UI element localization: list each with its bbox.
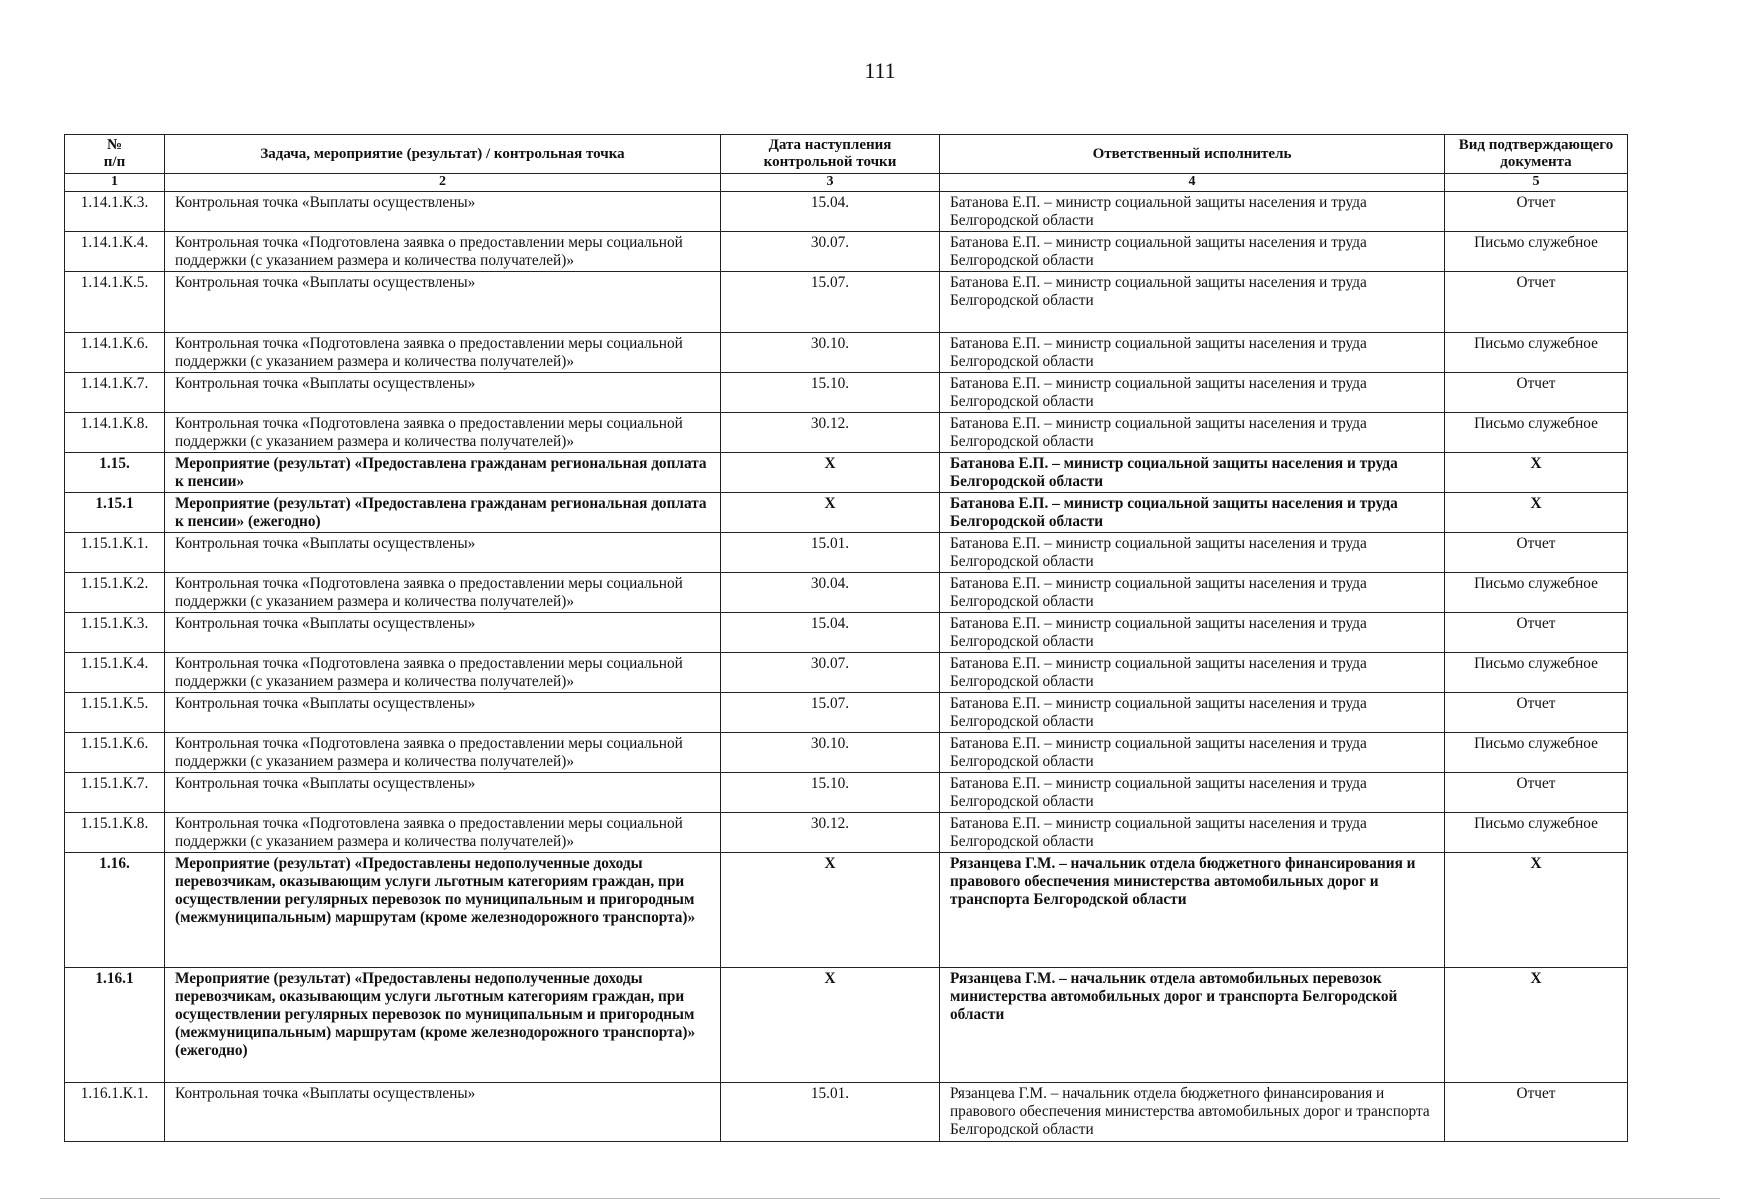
row-executor: Батанова Е.П. – министр социальной защиты населения и труда Белгородской области: [940, 813, 1445, 853]
row-task: Контрольная точка «Выплаты осуществлены»: [165, 693, 721, 733]
row-executor: Батанова Е.П. – министр социальной защиты населения и труда Белгородской области: [940, 493, 1445, 533]
row-executor: Рязанцева Г.М. – начальник отдела бюджетного финансирования и правового обеспечения министерства автомобильных дорог и транспорта Белгородской области: [940, 853, 1445, 968]
column-number: 5: [1445, 174, 1628, 192]
column-number: 3: [721, 174, 940, 192]
row-executor: Батанова Е.П. – министр социальной защиты населения и труда Белгородской области: [940, 373, 1445, 413]
row-executor: Рязанцева Г.М. – начальник отдела бюджетного финансирования и правового обеспечения министерства автомобильных дорог и транспорта Белгородской области: [940, 1083, 1445, 1142]
row-executor: Батанова Е.П. – министр социальной защиты населения и труда Белгородской области: [940, 413, 1445, 453]
row-document: Письмо служебное: [1445, 733, 1628, 773]
row-number: 1.14.1.К.7.: [65, 373, 165, 413]
table-row: [65, 453, 1628, 493]
row-document: Х: [1445, 453, 1628, 493]
row-number: 1.14.1.К.4.: [65, 232, 165, 272]
column-number: 1: [65, 174, 165, 192]
row-executor: Батанова Е.П. – министр социальной защиты населения и труда Белгородской области: [940, 733, 1445, 773]
row-number: 1.15.1: [65, 493, 165, 533]
row-number: 1.15.: [65, 453, 165, 493]
row-date: 15.10.: [721, 773, 940, 813]
row-document: Отчет: [1445, 693, 1628, 733]
row-task: Мероприятие (результат) «Предоставлена гражданам региональная доплата к пенсии»: [165, 453, 721, 493]
header-executor: Ответственный исполнитель: [940, 135, 1445, 174]
column-number: 2: [165, 174, 721, 192]
column-number: 4: [940, 174, 1445, 192]
row-task: Мероприятие (результат) «Предоставлены недополученные доходы перевозчикам, оказывающим услуги льготным категориям граждан, при осуществлении регулярных перевозок по муниципальным и пригородным (межмуниципальным) маршрутам (кроме железнодорожного транспорта)»: [165, 853, 721, 968]
row-date: 15.07.: [721, 693, 940, 733]
table-row: [65, 232, 1628, 272]
row-executor: Батанова Е.П. – министр социальной защиты населения и труда Белгородской области: [940, 232, 1445, 272]
row-number: 1.15.1.К.7.: [65, 773, 165, 813]
row-date: Х: [721, 453, 940, 493]
row-task: Мероприятие (результат) «Предоставлена гражданам региональная доплата к пенсии» (ежегодно): [165, 493, 721, 533]
row-executor: Батанова Е.П. – министр социальной защиты населения и труда Белгородской области: [940, 333, 1445, 373]
header-doc: Вид подтверждающего документа: [1445, 135, 1628, 174]
row-date: 15.07.: [721, 272, 940, 333]
row-task: Мероприятие (результат) «Предоставлены недополученные доходы перевозчикам, оказывающим услуги льготным категориям граждан, при осуществлении регулярных перевозок по муниципальным и пригородным (межмуниципальным) маршрутам (кроме железнодорожного транспорта)» (ежегодно): [165, 968, 721, 1083]
row-date: 30.07.: [721, 232, 940, 272]
row-executor: Батанова Е.П. – министр социальной защиты населения и труда Белгородской области: [940, 192, 1445, 232]
table-header-row: [65, 135, 1628, 174]
page-bottom-edge: [40, 1198, 1720, 1199]
row-task: Контрольная точка «Подготовлена заявка о предоставлении меры социальной поддержки (с указанием размера и количества получателей)»: [165, 733, 721, 773]
table-row: [65, 773, 1628, 813]
row-executor: Батанова Е.П. – министр социальной защиты населения и труда Белгородской области: [940, 272, 1445, 333]
table-row: [65, 493, 1628, 533]
row-date: 30.04.: [721, 573, 940, 613]
table-row: [65, 1083, 1628, 1142]
row-executor: Рязанцева Г.М. – начальник отдела автомобильных перевозок министерства автомобильных дорог и транспорта Белгородской области: [940, 968, 1445, 1083]
row-document: Отчет: [1445, 773, 1628, 813]
row-executor: Батанова Е.П. – министр социальной защиты населения и труда Белгородской области: [940, 573, 1445, 613]
row-task: Контрольная точка «Выплаты осуществлены»: [165, 373, 721, 413]
row-document: Отчет: [1445, 533, 1628, 573]
row-number: 1.16.: [65, 853, 165, 968]
row-executor: Батанова Е.П. – министр социальной защиты населения и труда Белгородской области: [940, 453, 1445, 493]
row-number: 1.15.1.К.5.: [65, 693, 165, 733]
table-row: [65, 373, 1628, 413]
table-row: [65, 733, 1628, 773]
row-document: Письмо служебное: [1445, 653, 1628, 693]
header-date: Дата наступления контрольной точки: [721, 135, 940, 174]
table-row: [65, 853, 1628, 968]
row-date: Х: [721, 968, 940, 1083]
row-document: Х: [1445, 968, 1628, 1083]
row-number: 1.14.1.К.6.: [65, 333, 165, 373]
row-document: Письмо служебное: [1445, 813, 1628, 853]
row-task: Контрольная точка «Подготовлена заявка о предоставлении меры социальной поддержки (с указанием размера и количества получателей)»: [165, 413, 721, 453]
row-executor: Батанова Е.П. – министр социальной защиты населения и труда Белгородской области: [940, 693, 1445, 733]
row-date: 15.01.: [721, 533, 940, 573]
row-number: 1.16.1.К.1.: [65, 1083, 165, 1142]
row-number: 1.16.1: [65, 968, 165, 1083]
table-row: [65, 333, 1628, 373]
row-task: Контрольная точка «Подготовлена заявка о предоставлении меры социальной поддержки (с указанием размера и количества получателей)»: [165, 573, 721, 613]
row-document: Отчет: [1445, 192, 1628, 232]
row-task: Контрольная точка «Подготовлена заявка о предоставлении меры социальной поддержки (с указанием размера и количества получателей)»: [165, 653, 721, 693]
table-row: [65, 693, 1628, 733]
table-row: [65, 573, 1628, 613]
table-row: [65, 533, 1628, 573]
row-number: 1.14.1.К.5.: [65, 272, 165, 333]
row-executor: Батанова Е.П. – министр социальной защиты населения и труда Белгородской области: [940, 613, 1445, 653]
row-number: 1.15.1.К.4.: [65, 653, 165, 693]
row-number: 1.15.1.К.6.: [65, 733, 165, 773]
row-number: 1.15.1.К.8.: [65, 813, 165, 853]
row-date: 30.07.: [721, 653, 940, 693]
row-task: Контрольная точка «Выплаты осуществлены»: [165, 1083, 721, 1142]
page-number: 111: [864, 58, 896, 83]
row-date: 30.10.: [721, 333, 940, 373]
row-document: Отчет: [1445, 613, 1628, 653]
row-document: Письмо служебное: [1445, 232, 1628, 272]
row-date: 30.10.: [721, 733, 940, 773]
row-task: Контрольная точка «Выплаты осуществлены»: [165, 192, 721, 232]
row-task: Контрольная точка «Подготовлена заявка о предоставлении меры социальной поддержки (с указанием размера и количества получателей)»: [165, 232, 721, 272]
row-date: Х: [721, 853, 940, 968]
row-document: Письмо служебное: [1445, 413, 1628, 453]
table-row: [65, 192, 1628, 232]
row-date: 15.04.: [721, 613, 940, 653]
table-row: [65, 813, 1628, 853]
row-executor: Батанова Е.П. – министр социальной защиты населения и труда Белгородской области: [940, 533, 1445, 573]
row-task: Контрольная точка «Выплаты осуществлены»: [165, 773, 721, 813]
header-task: Задача, мероприятие (результат) / контрольная точка: [165, 135, 721, 174]
row-task: Контрольная точка «Выплаты осуществлены»: [165, 533, 721, 573]
row-date: 30.12.: [721, 813, 940, 853]
row-task: Контрольная точка «Выплаты осуществлены»: [165, 272, 721, 333]
row-date: 15.10.: [721, 373, 940, 413]
table-row: [65, 413, 1628, 453]
row-number: 1.14.1.К.8.: [65, 413, 165, 453]
row-date: 15.01.: [721, 1083, 940, 1142]
control-points-table: [64, 134, 1628, 1142]
table-row: [65, 272, 1628, 333]
row-document: Письмо служебное: [1445, 333, 1628, 373]
row-document: Х: [1445, 493, 1628, 533]
table-row: [65, 653, 1628, 693]
row-document: Отчет: [1445, 272, 1628, 333]
row-number: 1.14.1.К.3.: [65, 192, 165, 232]
row-document: Х: [1445, 853, 1628, 968]
row-document: Отчет: [1445, 1083, 1628, 1142]
row-document: Отчет: [1445, 373, 1628, 413]
row-number: 1.15.1.К.3.: [65, 613, 165, 653]
row-task: Контрольная точка «Подготовлена заявка о предоставлении меры социальной поддержки (с указанием размера и количества получателей)»: [165, 813, 721, 853]
column-number-row: [65, 174, 1628, 192]
row-date: 30.12.: [721, 413, 940, 453]
row-date: Х: [721, 493, 940, 533]
row-executor: Батанова Е.П. – министр социальной защиты населения и труда Белгородской области: [940, 653, 1445, 693]
row-number: 1.15.1.К.2.: [65, 573, 165, 613]
row-number: 1.15.1.К.1.: [65, 533, 165, 573]
row-executor: Батанова Е.П. – министр социальной защиты населения и труда Белгородской области: [940, 773, 1445, 813]
header-num: № п/п: [65, 135, 165, 174]
table-row: [65, 968, 1628, 1083]
row-task: Контрольная точка «Выплаты осуществлены»: [165, 613, 721, 653]
row-task: Контрольная точка «Подготовлена заявка о предоставлении меры социальной поддержки (с указанием размера и количества получателей)»: [165, 333, 721, 373]
row-date: 15.04.: [721, 192, 940, 232]
row-document: Письмо служебное: [1445, 573, 1628, 613]
table-row: [65, 613, 1628, 653]
